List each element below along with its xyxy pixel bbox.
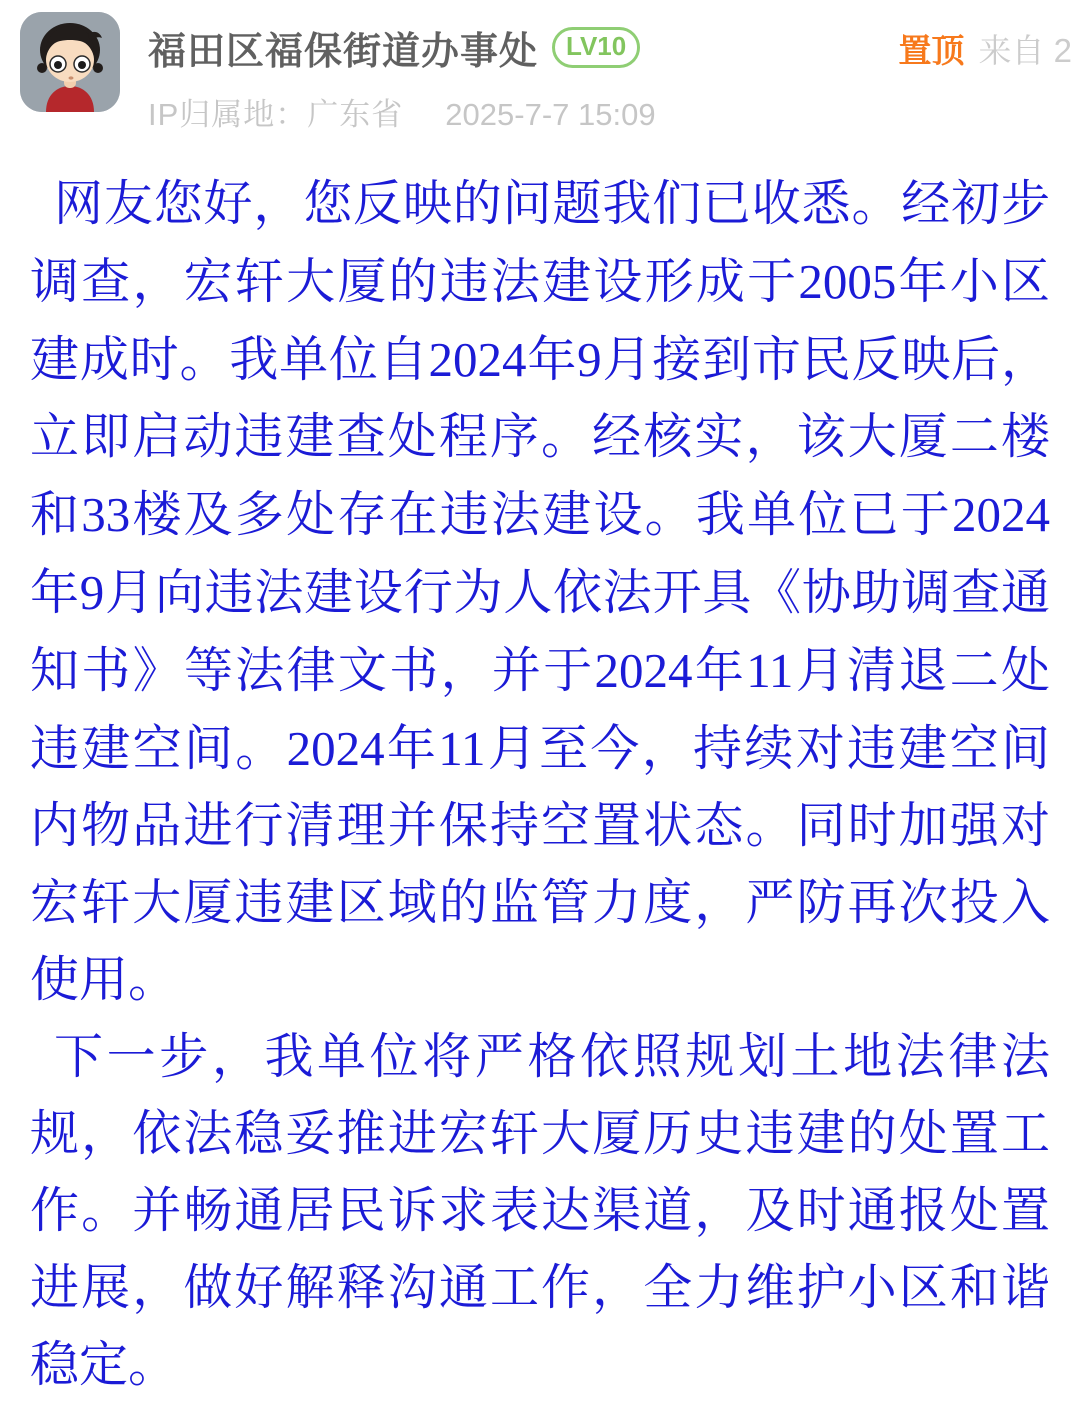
post-paragraph-2: 下一步，我单位将严格依照规划土地法律法规，依法稳妥推进宏轩大厦历史违建的处置工作。并畅通居民诉求表达渠道，及时通报处置进展，做好解释沟通工作，全力维护小区和谐稳定。 — [30, 1030, 1050, 1392]
level-badge: LV10 — [552, 27, 640, 67]
post-paragraph-1: 网友您好，您反映的问题我们已收悉。经初步调查，宏轩大厦的违法建设形成于2005年小区建成时。我单位自2024年9月接到市民反映后，立即启动违建查处程序。经核实，该大厦二楼和33楼及多处存在违法建设。我单位已于2024年9月向违法建设行为人依法开具《协助调查通知书》等法律文书，并于2024年11月清退二处违建空间。2024年11月至今，持续对违建空间内物品进行清理并保持空置状态。同时加强对宏轩大厦违建区域的监管力度，严防再次投入使用。 — [30, 177, 1050, 1007]
ip-location: IP归属地：广东省 — [148, 97, 404, 132]
post-body — [0, 166, 1080, 1404]
post-meta — [148, 89, 1072, 134]
name-row — [148, 20, 1072, 75]
cartoon-boy-avatar-icon — [20, 12, 120, 112]
right-badges — [898, 23, 1072, 72]
header-main — [120, 12, 1072, 134]
post-source-link[interactable]: 来自 2 — [978, 32, 1072, 69]
timestamp: 2025-7-7 15:09 — [445, 97, 656, 132]
pinned-badge: 置顶 — [898, 32, 965, 69]
username[interactable]: 福田区福保街道办事处 — [148, 31, 539, 73]
avatar[interactable] — [20, 12, 120, 112]
post-header — [0, 0, 1080, 134]
